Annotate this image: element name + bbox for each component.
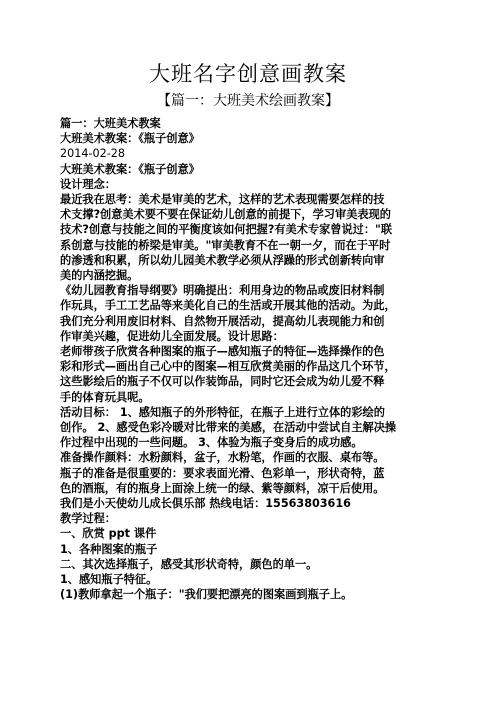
- text-line: 老师带孩子欣赏各种图案的瓶子—感知瓶子的特征—选择操作的色: [60, 345, 385, 359]
- document-subtitle: 【篇一：大班美术绘画教案】: [157, 93, 339, 109]
- text-line: 作过程中出现的一些问题。 3、体验为瓶子变身后的成功感。: [60, 436, 363, 450]
- text-line: 二、其次选择瓶子，感受其形状奇特，颜色的单一。: [60, 557, 318, 571]
- text-line: 彩和形式—画出自己心中的图案—相互欣赏美丽的作品这几个环节，: [60, 360, 396, 374]
- text-line: 这些影绘后的瓶子不仅可以作装饰品，同时它还会成为幼儿爱不释: [60, 375, 385, 389]
- text-line: 准备操作颜料：水粉颜料，盆子，水粉笔，作画的衣服、桌布等。: [60, 451, 385, 465]
- text-line: 最近我在思考：美术是审美的艺术，这样的艺术表现需要怎样的技: [60, 193, 385, 207]
- text-line: 色的酒瓶，有的瓶身上面涂上统一的绿、紫等颜料，凉干后使用。: [60, 481, 385, 495]
- date-line: 2014-02-28: [60, 147, 126, 161]
- text-line: 活动目标： 1、感知瓶子的外形特征，在瓶子上进行立体的彩绘的: [60, 405, 385, 419]
- text-line: 1、各种图案的瓶子: [60, 542, 158, 556]
- text-line: 教学过程：: [60, 512, 116, 526]
- text-line: 系创意与技能的桥梁是审美。"审美教育不在一朝一夕，而在于平时: [60, 238, 391, 252]
- contact-line: 我们是小天使幼儿成长俱乐部 热线电话：15563803616: [60, 497, 351, 511]
- section-heading: 篇一：大班美术教案: [60, 117, 161, 130]
- text-line: 大班美术教案：《瓶子创意》: [60, 162, 200, 176]
- text-line: 大班美术教案：《瓶子创意》: [60, 132, 200, 146]
- document-title: 大班名字创意画教案: [149, 62, 347, 86]
- text-line: 1、感知瓶子特征。: [60, 573, 158, 587]
- text-line: 美的内涵挖掘。: [60, 269, 139, 283]
- text-line: 技术?创意与技能之间的平衡度该如何把握?有美术专家曾说过："联: [60, 223, 393, 237]
- document-body: [60, 116, 452, 603]
- text-line: 的渗透和积累，所以幼儿园美术教学必须从浮躁的形式创新转向审: [60, 253, 385, 267]
- text-line: 瓶子的准备是很重要的：要求表面光滑、色彩单一，形状奇特，蓝: [60, 466, 385, 480]
- text-line: 设计理念：: [60, 177, 116, 191]
- text-line: 作玩具，手工工艺品等来美化自己的生活或开展其他的活动。为此，: [60, 299, 396, 313]
- text-line: (1)教师拿起一个瓶子："我们要把漂亮的图案画到瓶子上。: [60, 588, 353, 602]
- text-line: 《幼儿园教育指导纲要》明确提出：利用身边的物品或废旧材料制: [60, 284, 385, 298]
- text-line: 作审美兴趣，促进幼儿全面发展。设计思路：: [60, 329, 284, 343]
- text-line: 一、欣赏 ppt 课件: [60, 527, 157, 541]
- text-line: 创作。 2、感受色彩冷暖对比带来的美感，在活动中尝试自主解决操: [60, 421, 397, 435]
- text-line: 我们充分利用废旧材料、自然物开展活动，提高幼儿表现能力和创: [60, 314, 385, 328]
- text-line: 术支撑?创意美术要不要在保证幼儿创意的前提下，学习审美表现的: [60, 208, 391, 222]
- text-line: 手的体育玩具呢。: [60, 390, 150, 404]
